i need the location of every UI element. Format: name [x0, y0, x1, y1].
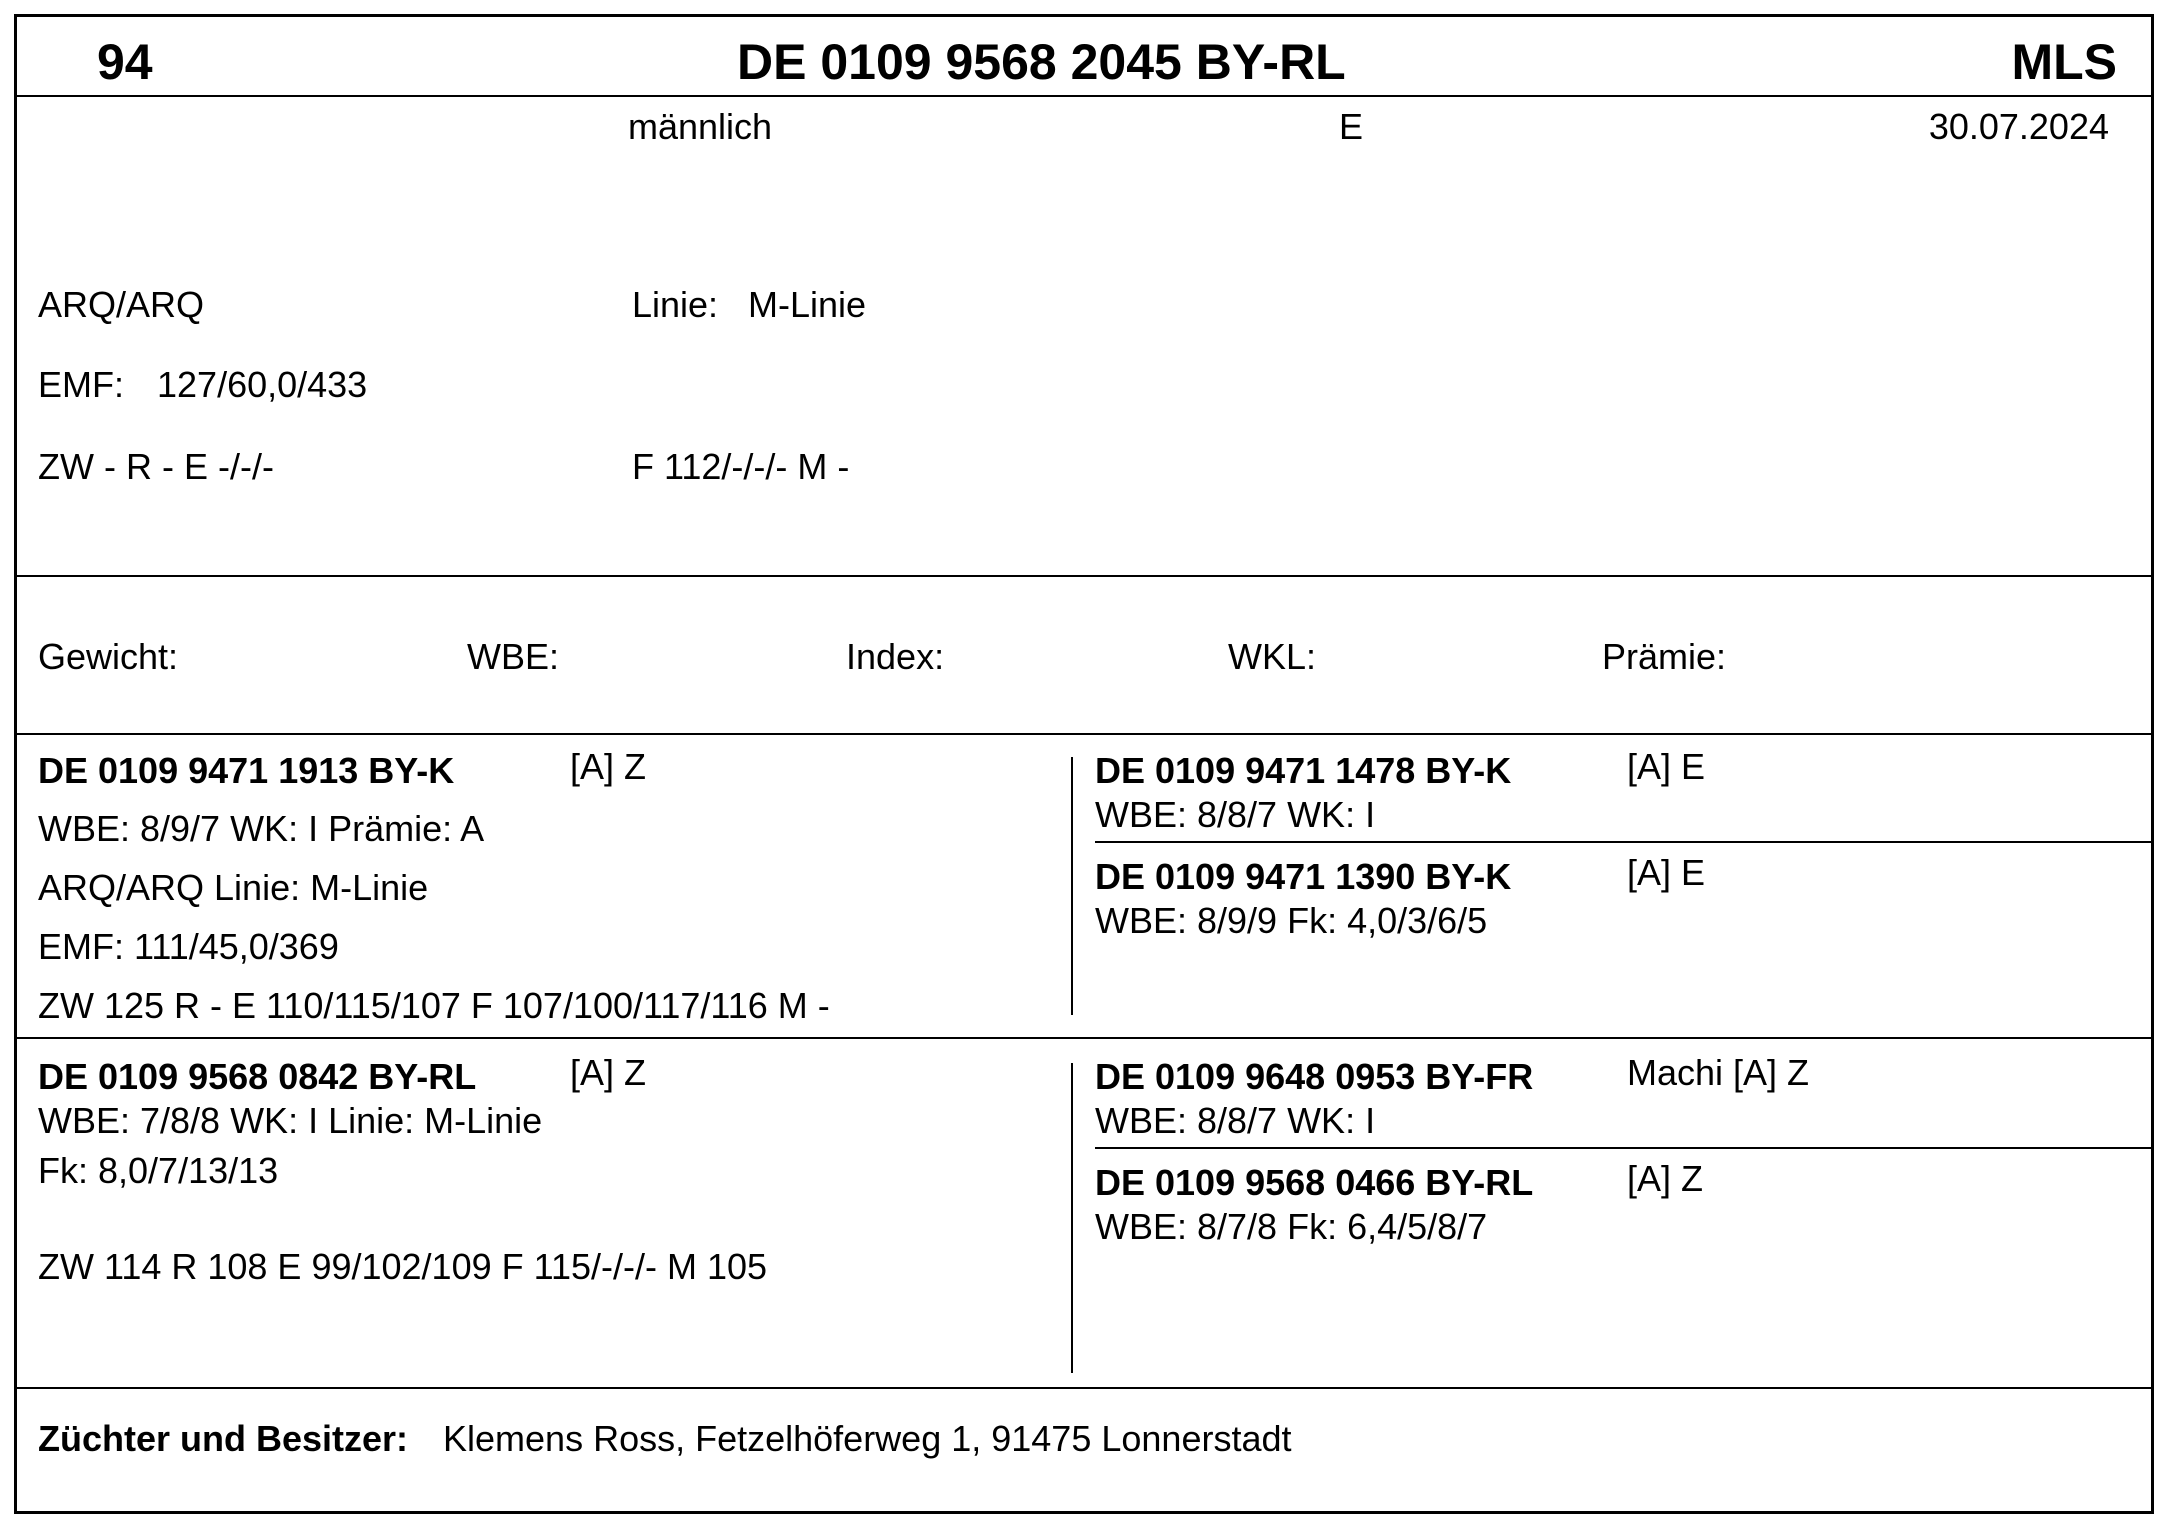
pedigree-card [14, 14, 2154, 1514]
sire-line-3: EMF: 111/45,0/369 [38, 926, 339, 967]
divider [17, 575, 2151, 577]
dam-granddam-line-1: WBE: 8/7/8 Fk: 6,4/5/8/7 [1095, 1206, 1488, 1247]
sire-grandsire-tag: [A] E [1627, 746, 1706, 787]
f-value: F 112/-/-/- M - [632, 446, 850, 487]
dam-id: DE 0109 9568 0842 BY-RL [38, 1056, 477, 1097]
date-value: 30.07.2024 [1928, 106, 2109, 147]
line-label: Linie: [632, 284, 719, 325]
divider [17, 1037, 2151, 1039]
emf-label: EMF: [38, 364, 124, 405]
genotype-value: ARQ/ARQ [38, 284, 205, 325]
index-label: Index: [846, 636, 945, 677]
dam-line-1: WBE: 7/8/8 WK: I Linie: M-Linie [38, 1100, 543, 1141]
emf-value: 127/60,0/433 [157, 364, 368, 405]
dam-line-2: Fk: 8,0/7/13/13 [38, 1150, 279, 1191]
catalog-number: 94 [97, 34, 153, 90]
sire-granddam-tag: [A] E [1627, 852, 1706, 893]
divider [17, 1387, 2151, 1389]
sire-granddam-line-1: WBE: 8/9/9 Fk: 4,0/3/6/5 [1095, 900, 1488, 941]
sire-id: DE 0109 9471 1913 BY-K [38, 750, 455, 791]
sire-line-2: ARQ/ARQ Linie: M-Linie [38, 867, 429, 908]
sire-grandsire-line-1: WBE: 8/8/7 WK: I [1095, 794, 1376, 835]
divider [17, 95, 2151, 97]
sex-value: männlich [628, 106, 773, 147]
wkl-label: WKL: [1228, 636, 1317, 677]
breed-code: MLS [2011, 34, 2117, 90]
dam-grandsire-tag: Machi [A] Z [1627, 1052, 1810, 1093]
dam-tag: [A] Z [570, 1052, 647, 1093]
weight-label: Gewicht: [38, 636, 179, 677]
sire-grandsire-id: DE 0109 9471 1478 BY-K [1095, 750, 1512, 791]
class-letter: E [1339, 106, 1364, 147]
divider [17, 733, 2151, 735]
breeder-label: Züchter und Besitzer: [38, 1418, 409, 1459]
wbe-label: WBE: [467, 636, 560, 677]
sire-tag: [A] Z [570, 746, 647, 787]
sire-line-4: ZW 125 R - E 110/115/107 F 107/100/117/116 M - [38, 985, 830, 1026]
dam-line-3: ZW 114 R 108 E 99/102/109 F 115/-/-/- M 105 [38, 1246, 768, 1287]
column-divider [1071, 1063, 1073, 1373]
ring-id: DE 0109 9568 2045 BY-RL [737, 34, 1346, 90]
sire-granddam-id: DE 0109 9471 1390 BY-K [1095, 856, 1512, 897]
dam-granddam-id: DE 0109 9568 0466 BY-RL [1095, 1162, 1534, 1203]
zw-value: ZW - R - E -/-/- [38, 446, 274, 487]
breeder-value: Klemens Ross, Fetzelhöferweg 1, 91475 Lonnerstadt [443, 1418, 1292, 1459]
divider [1095, 841, 2151, 843]
line-value: M-Linie [748, 284, 867, 325]
sire-line-1: WBE: 8/9/7 WK: I Prämie: A [38, 808, 485, 849]
dam-granddam-tag: [A] Z [1627, 1158, 1704, 1199]
divider [1095, 1147, 2151, 1149]
dam-grandsire-line-1: WBE: 8/8/7 WK: I [1095, 1100, 1376, 1141]
praemie-label: Prämie: [1602, 636, 1727, 677]
column-divider [1071, 757, 1073, 1015]
dam-grandsire-id: DE 0109 9648 0953 BY-FR [1095, 1056, 1534, 1097]
